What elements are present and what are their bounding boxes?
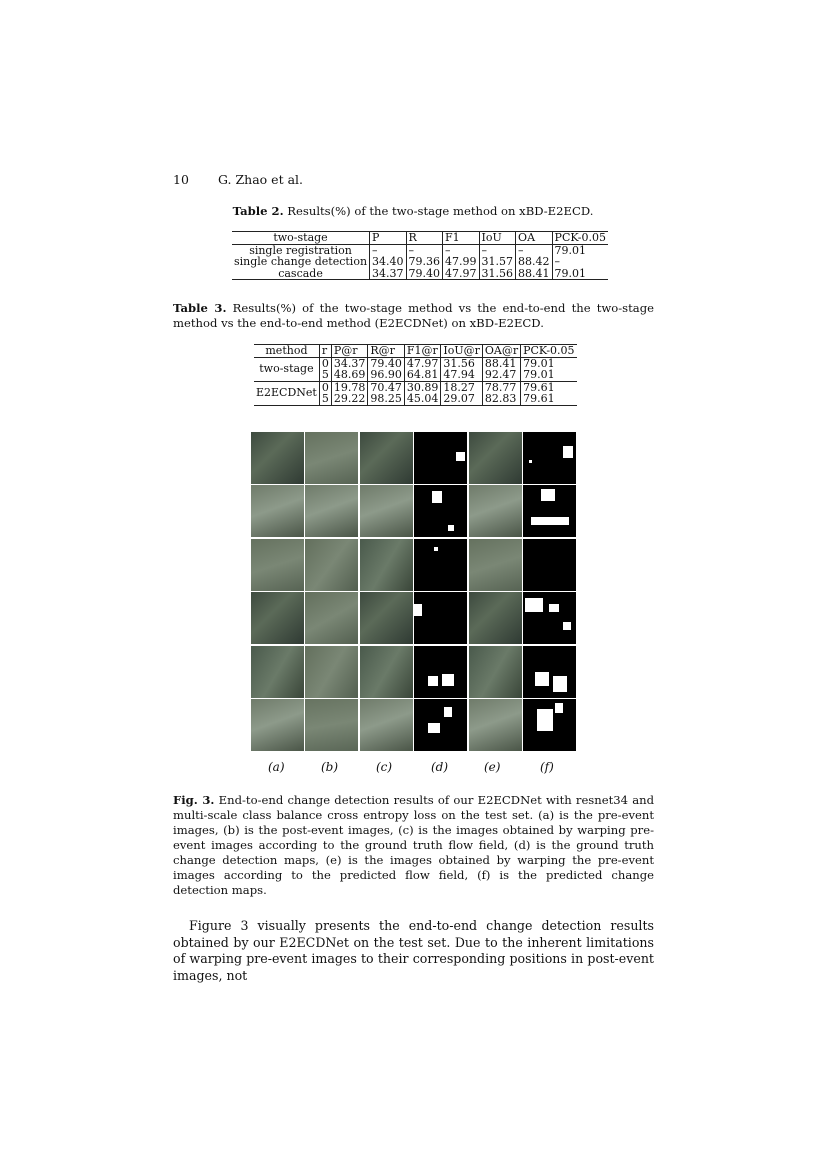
table2-header: OA xyxy=(516,232,553,245)
table2-cell: – xyxy=(479,244,516,256)
pre-event-image xyxy=(251,646,304,698)
table3-cell: 82.83 xyxy=(482,393,520,405)
table2-cell: 79.01 xyxy=(552,244,608,256)
table2-cell: 88.41 xyxy=(516,268,553,280)
table3-cell: 5 xyxy=(319,369,331,381)
pred-change-map xyxy=(523,592,576,644)
table3-cell: 18.27 xyxy=(441,381,483,393)
table3-cell: 64.81 xyxy=(404,369,441,381)
post-event-image xyxy=(305,432,358,484)
page-number: 10 xyxy=(173,172,189,187)
table2-cell: single registration xyxy=(249,243,352,257)
table2-cell: 79.40 xyxy=(406,268,443,280)
gt-change-map xyxy=(414,539,467,591)
table3-cell: 47.97 xyxy=(404,357,441,369)
subfigure-label-b: (b) xyxy=(321,760,339,774)
pre-event-image xyxy=(251,592,304,644)
table3 xyxy=(254,344,577,406)
table3-cell: 45.04 xyxy=(404,393,441,405)
table3-cell: 79.01 xyxy=(521,357,577,369)
gt-change-map xyxy=(414,646,467,698)
pred-warped-image xyxy=(469,646,522,698)
table2-cell: 88.42 xyxy=(516,256,553,268)
table2-cell: 79.36 xyxy=(406,256,443,268)
table3-header: P@r xyxy=(331,345,368,358)
table2-header: two-stage xyxy=(273,231,328,244)
gt-warped-image xyxy=(360,432,413,484)
table3-caption xyxy=(173,301,654,331)
pre-event-image xyxy=(251,699,304,751)
gt-warped-image xyxy=(360,539,413,591)
table3-header: F1@r xyxy=(404,345,441,358)
gt-change-map xyxy=(414,699,467,751)
figure3-caption xyxy=(173,793,654,898)
table3-cell: 92.47 xyxy=(482,369,520,381)
table3-cell: 19.78 xyxy=(331,381,368,393)
table2-cell: 31.57 xyxy=(479,256,516,268)
running-authors: G. Zhao et al. xyxy=(218,172,303,187)
gt-warped-image xyxy=(360,592,413,644)
subfigure-label-c: (c) xyxy=(376,760,393,774)
gt-change-map xyxy=(414,592,467,644)
table2-caption-label: Table 2. xyxy=(232,204,284,218)
table3-header: IoU@r xyxy=(441,345,483,358)
table2-header: R xyxy=(406,232,443,245)
table3-cell: 98.25 xyxy=(368,393,405,405)
table3-cell: 5 xyxy=(319,393,331,405)
figure3-caption-text: End-to-end change detection results of our E2ECDNet with resnet34 and multi-scale class balance cross entropy loss on the test set. (a) is the pre-event images, (b) is the post-event images, (c) is the images obtained by warping pre-event images according to the ground truth flow field, (d) is the ground truth change detection maps, (e) is the images obtained by warping the pre-event images according to the predicted flow field, (f) is the predicted change detection maps. xyxy=(173,793,655,897)
table3-header: R@r xyxy=(368,345,405,358)
gt-warped-image xyxy=(360,646,413,698)
table2-cell: 79.01 xyxy=(552,268,608,280)
table2-cell: – xyxy=(443,244,480,256)
table3-cell: 31.56 xyxy=(441,357,483,369)
table3-cell: 78.77 xyxy=(482,381,520,393)
running-head xyxy=(173,172,653,187)
post-event-image xyxy=(305,646,358,698)
table3-header: PCK-0.05 xyxy=(521,345,577,358)
pred-warped-image xyxy=(469,539,522,591)
table3-cell: 79.61 xyxy=(521,381,577,393)
pred-change-map xyxy=(523,539,576,591)
gt-warped-image xyxy=(360,699,413,751)
pred-change-map xyxy=(523,699,576,751)
table2-header: F1 xyxy=(443,232,480,245)
table2-header: IoU xyxy=(479,232,516,245)
pred-change-map xyxy=(523,432,576,484)
post-event-image xyxy=(305,592,358,644)
table2 xyxy=(232,231,608,280)
table3-cell: 0 xyxy=(319,357,331,369)
table2-header: P xyxy=(370,232,407,245)
table3-method: E2ECDNet xyxy=(256,386,317,400)
table3-cell: 29.22 xyxy=(331,393,368,405)
table2-cell: – xyxy=(516,244,553,256)
table2-cell: single change detection xyxy=(234,255,368,268)
table3-cell: 79.61 xyxy=(521,393,577,405)
table2-header: PCK-0.05 xyxy=(552,232,608,245)
table3-header: r xyxy=(319,345,331,358)
pre-event-image xyxy=(251,485,304,537)
subfigure-label-a: (a) xyxy=(268,760,285,774)
gt-change-map xyxy=(414,485,467,537)
table3-header: method xyxy=(265,344,308,357)
table2-cell: 47.99 xyxy=(443,256,480,268)
table3-cell: 70.47 xyxy=(368,381,405,393)
subfigure-label-e: (e) xyxy=(484,760,501,774)
pred-warped-image xyxy=(469,699,522,751)
table2-caption xyxy=(173,204,653,219)
table3-cell: 88.41 xyxy=(482,357,520,369)
pred-change-map xyxy=(523,646,576,698)
subfigure-label-f: (f) xyxy=(540,760,554,774)
table2-cell: 34.40 xyxy=(370,256,407,268)
table3-cell: 34.37 xyxy=(331,357,368,369)
gt-warped-image xyxy=(360,485,413,537)
pre-event-image xyxy=(251,539,304,591)
figure3-image-grid xyxy=(251,432,576,752)
table2-cell: – xyxy=(552,256,608,268)
table3-cell: 79.40 xyxy=(368,357,405,369)
table2-cell: – xyxy=(370,244,407,256)
post-event-image xyxy=(305,485,358,537)
table3-cell: 79.01 xyxy=(521,369,577,381)
gt-change-map xyxy=(414,432,467,484)
body-paragraph: Figure 3 visually presents the end-to-end change detection results obtained by our E2ECDNet on the test set. Due to the inherent limitations of warping pre-event images to their corresponding positions in post-event images, not xyxy=(173,918,654,983)
table3-cell: 96.90 xyxy=(368,369,405,381)
table3-caption-label: Table 3. xyxy=(173,301,227,315)
table2-cell: – xyxy=(406,244,443,256)
table3-cell: 29.07 xyxy=(441,393,483,405)
table3-cell: 47.94 xyxy=(441,369,483,381)
table2-cell: 31.56 xyxy=(479,268,516,280)
pre-event-image xyxy=(251,432,304,484)
table3-method: two-stage xyxy=(259,362,314,376)
figure3-caption-label: Fig. 3. xyxy=(173,793,215,807)
post-event-image xyxy=(305,539,358,591)
pred-warped-image xyxy=(469,485,522,537)
pred-change-map xyxy=(523,485,576,537)
table2-cell: 47.97 xyxy=(443,268,480,280)
pred-warped-image xyxy=(469,432,522,484)
table3-header: OA@r xyxy=(482,345,520,358)
table2-caption-text: Results(%) of the two-stage method on xBD-E2ECD. xyxy=(283,204,594,218)
table3-caption-text: Results(%) of the two-stage method vs the end-to-end the two-stage method vs the end-to-end method (E2ECDNet) on xBD-E2ECD. xyxy=(173,301,654,330)
table3-cell: 0 xyxy=(319,381,331,393)
table3-cell: 48.69 xyxy=(331,369,368,381)
post-event-image xyxy=(305,699,358,751)
table3-cell: 30.89 xyxy=(404,381,441,393)
subfigure-label-d: (d) xyxy=(431,760,449,774)
table2-cell: cascade xyxy=(278,266,323,280)
pred-warped-image xyxy=(469,592,522,644)
table2-cell: 34.37 xyxy=(370,268,407,280)
